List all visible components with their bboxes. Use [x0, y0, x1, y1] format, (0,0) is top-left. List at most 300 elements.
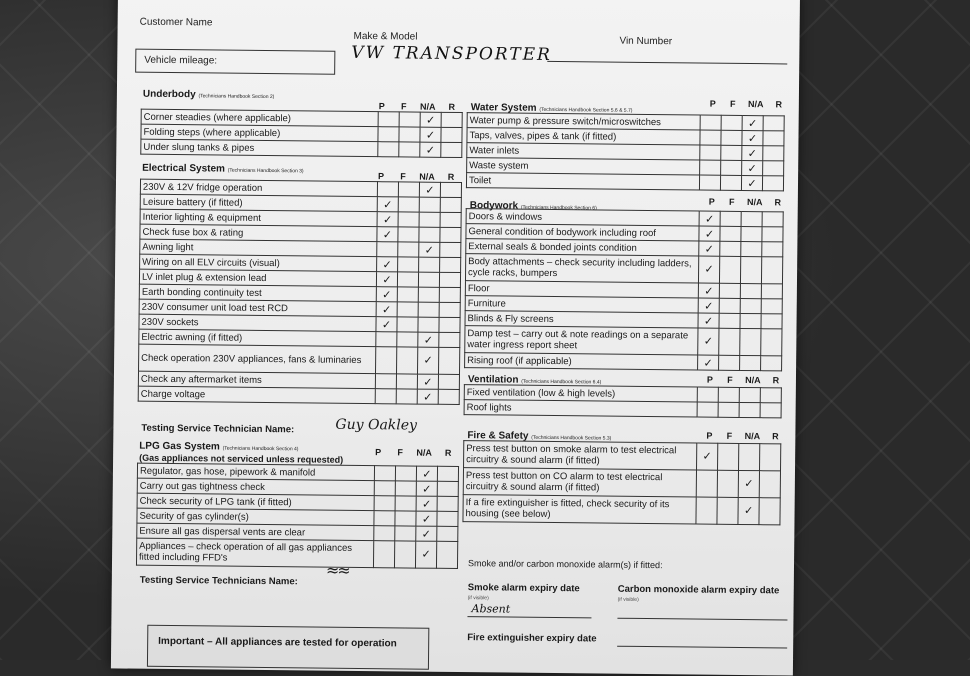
check-cell-f[interactable] [721, 160, 742, 175]
check-cell-p[interactable] [374, 511, 395, 526]
tick-mark-icon: ✓ [423, 334, 434, 347]
tick-mark-icon: ✓ [422, 483, 432, 496]
tick-mark-icon: ✓ [704, 213, 715, 226]
bodywork-row-label: External seals & bonded joints condition [466, 239, 699, 256]
check-cell-r[interactable] [760, 444, 781, 471]
check-cell-na[interactable] [739, 443, 760, 470]
check-cell-r[interactable] [438, 347, 459, 374]
check-cell-na[interactable] [416, 466, 437, 481]
mileage-label: Vehicle mileage: [144, 54, 218, 67]
check-cell-p[interactable] [699, 226, 720, 241]
co-expiry-sub: (if visible) [617, 596, 639, 603]
check-cell-f[interactable] [720, 226, 741, 241]
check-cell-f[interactable] [397, 272, 418, 287]
check-cell-f[interactable] [721, 130, 742, 145]
check-cell-r[interactable] [441, 142, 462, 157]
underbody-row-label: Under slung tanks & pipes [141, 139, 378, 156]
check-cell-na[interactable] [420, 142, 441, 157]
check-cell-p[interactable] [378, 127, 399, 142]
check-cell-p[interactable] [377, 182, 398, 197]
tick-mark-icon: ✓ [704, 228, 715, 241]
check-cell-r[interactable] [760, 388, 781, 403]
underbody-row-label: Folding steps (where applicable) [141, 124, 378, 141]
check-cell-r[interactable] [762, 242, 783, 257]
water-row [466, 173, 783, 191]
check-cell-r[interactable] [441, 112, 462, 127]
tick-mark-icon: ✓ [423, 376, 433, 389]
electrical-table [138, 179, 462, 405]
check-cell-p[interactable] [698, 283, 719, 298]
electrical-row-label: Awning light [140, 239, 377, 256]
check-cell-r[interactable] [439, 272, 460, 287]
electrical-row-label: Check operation 230V appliances, fans & luminaries [139, 344, 376, 373]
check-cell-f[interactable] [396, 389, 417, 404]
check-cell-r[interactable] [761, 314, 782, 329]
check-cell-na[interactable] [742, 160, 763, 175]
smoke-expiry-line [467, 616, 591, 618]
check-cell-f[interactable] [396, 374, 417, 389]
check-cell-r[interactable] [763, 116, 784, 131]
check-cell-r[interactable] [436, 541, 457, 568]
check-cell-f[interactable] [398, 212, 419, 227]
check-cell-r[interactable] [763, 131, 784, 146]
check-cell-f[interactable] [397, 332, 418, 347]
water-column-headers: P F N/A R [709, 98, 783, 110]
check-cell-r[interactable] [760, 403, 781, 418]
tick-mark-icon: ✓ [744, 477, 754, 490]
tick-mark-icon: ✓ [425, 184, 435, 197]
check-cell-p[interactable] [374, 526, 395, 541]
make-model-value: VW TRANSPORTER [351, 42, 552, 65]
fire-row-label: If a fire extinguisher is fitted, check security of its housing (see below) [463, 495, 696, 524]
check-cell-na[interactable] [419, 227, 440, 242]
co-expiry-label: Carbon monoxide alarm expiry date [617, 583, 780, 597]
electrical-row-label: 230V consumer unit load test RCD [139, 299, 376, 316]
fire-row [463, 495, 780, 525]
lpg-title: LPG Gas System (Technicians Handbook Section 4) [139, 440, 299, 453]
fire-row [463, 468, 780, 498]
bodywork-row-label: Damp test – carry out & note readings on a separate water ingress report sheet [465, 326, 698, 355]
check-cell-na[interactable] [417, 347, 438, 374]
vin-line [547, 61, 787, 65]
check-cell-r[interactable] [440, 182, 461, 197]
check-cell-f[interactable] [718, 443, 739, 470]
check-cell-f[interactable] [395, 466, 416, 481]
lpg-column-headers: P F N/A R [375, 447, 452, 458]
electrical-row [138, 386, 459, 404]
tick-mark-icon: ✓ [747, 162, 757, 175]
check-cell-na[interactable] [740, 328, 761, 355]
check-cell-p[interactable] [698, 313, 719, 328]
alarm-note: Smoke and/or carbon monoxide alarm(s) if fitted: [467, 558, 663, 571]
tick-mark-icon: ✓ [422, 468, 432, 481]
check-cell-p[interactable] [696, 497, 717, 524]
tick-mark-icon: ✓ [421, 513, 432, 526]
tick-mark-icon: ✓ [703, 315, 714, 328]
electrical-row [139, 344, 460, 374]
check-cell-na[interactable] [415, 541, 436, 568]
tick-mark-icon: ✓ [421, 548, 431, 561]
lpg-table [136, 463, 459, 569]
tick-mark-icon: ✓ [747, 147, 757, 160]
check-cell-p[interactable] [375, 347, 396, 374]
tick-mark-icon: ✓ [703, 335, 714, 348]
lpg-row-label: Appliances – check operation of all gas appliances fitted including FFD's [136, 538, 373, 567]
check-cell-r[interactable] [440, 257, 461, 272]
lpg-row-label: Check security of LPG tank (if fitted) [137, 493, 374, 510]
check-cell-p[interactable] [700, 160, 721, 175]
check-cell-p[interactable] [376, 332, 397, 347]
check-cell-na[interactable] [742, 130, 763, 145]
lpg-tech-signature-scribble: ≈≈ [325, 560, 349, 580]
check-cell-f[interactable] [398, 242, 419, 257]
check-cell-r[interactable] [440, 197, 461, 212]
check-cell-f[interactable] [719, 298, 740, 313]
ventilation-table [464, 384, 782, 418]
check-cell-f[interactable] [397, 302, 418, 317]
check-cell-na[interactable] [738, 497, 759, 524]
check-cell-p[interactable] [698, 355, 719, 370]
fire-extinguisher-expiry-label: Fire extinguisher expiry date [467, 632, 597, 645]
check-cell-p[interactable] [698, 328, 719, 355]
check-cell-r[interactable] [440, 227, 461, 242]
mileage-box [135, 49, 335, 75]
check-cell-r[interactable] [759, 471, 780, 498]
check-cell-na[interactable] [416, 481, 437, 496]
check-cell-p[interactable] [377, 257, 398, 272]
check-cell-na[interactable] [741, 211, 762, 226]
tick-mark-icon: ✓ [703, 357, 713, 370]
check-cell-na[interactable] [416, 526, 437, 541]
fire-extinguisher-expiry-line [617, 646, 787, 649]
check-cell-r[interactable] [761, 257, 782, 284]
check-cell-f[interactable] [397, 317, 418, 332]
check-cell-f[interactable] [399, 142, 420, 157]
check-cell-r[interactable] [439, 287, 460, 302]
ventilation-row-label: Roof lights [464, 400, 697, 417]
electrical-row-label: 230V & 12V fridge operation [140, 179, 377, 196]
check-cell-r[interactable] [763, 161, 784, 176]
underbody-row-label: Corner steadies (where applicable) [141, 109, 378, 126]
check-cell-na[interactable] [742, 115, 763, 130]
important-notice-box [147, 625, 429, 670]
fire-row-label: Press test button on CO alarm to test electrical circuitry & sound alarm (if fitted) [463, 468, 696, 497]
underbody-row [141, 139, 462, 157]
smoke-expiry-label: Smoke alarm expiry date [467, 582, 580, 595]
tick-mark-icon: ✓ [383, 198, 393, 211]
electrical-column-headers: P F N/A R [377, 171, 455, 182]
service-checklist-sheet [111, 0, 800, 676]
lpg-row-label: Ensure all gas dispersal vents are clear [137, 523, 374, 540]
check-cell-f[interactable] [721, 145, 742, 160]
check-cell-f[interactable] [395, 511, 416, 526]
underbody-title: Underbody (Technicians Handbook Section 2) [142, 88, 275, 101]
check-cell-na[interactable] [418, 332, 439, 347]
ventilation-row-label: Fixed ventilation (low & high levels) [464, 385, 697, 402]
underbody-table [140, 109, 462, 158]
electrical-row-label: Check fuse box & rating [140, 224, 377, 241]
tick-mark-icon: ✓ [425, 144, 436, 157]
tick-mark-icon: ✓ [424, 244, 434, 257]
check-cell-f[interactable] [398, 257, 419, 272]
check-cell-r[interactable] [437, 481, 458, 496]
check-cell-r[interactable] [761, 356, 782, 371]
check-cell-r[interactable] [437, 496, 458, 511]
check-cell-p[interactable] [374, 481, 395, 496]
check-cell-p[interactable] [374, 466, 395, 481]
check-cell-na[interactable] [741, 226, 762, 241]
electrical-tech-signature: Guy Oakley [335, 416, 418, 434]
make-model-label: Make & Model [353, 30, 418, 43]
check-cell-na[interactable] [420, 112, 441, 127]
check-cell-p[interactable] [374, 496, 395, 511]
tick-mark-icon: ✓ [704, 243, 714, 256]
tick-mark-icon: ✓ [382, 213, 393, 226]
underbody-column-headers: P F N/A R [378, 101, 456, 112]
check-cell-r[interactable] [438, 389, 459, 404]
check-cell-p[interactable] [697, 443, 718, 470]
important-notice-text: Important – All appliances are tested for operation [158, 635, 397, 650]
check-cell-r[interactable] [762, 176, 783, 191]
check-cell-r[interactable] [439, 317, 460, 332]
bodywork-row [465, 254, 782, 284]
check-cell-na[interactable] [417, 374, 438, 389]
bodywork-row-label: Blinds & Fly screens [465, 311, 698, 328]
bodywork-row-label: Furniture [465, 296, 698, 313]
lpg-row-label: Carry out gas tightness check [137, 478, 374, 495]
tick-mark-icon: ✓ [423, 391, 433, 404]
water-row-label: Toilet [466, 173, 699, 190]
check-cell-r[interactable] [439, 332, 460, 347]
customer-name-label: Customer Name [139, 16, 213, 29]
bodywork-title: Bodywork (Technicians Handbook Section 6) [469, 200, 597, 212]
check-cell-r[interactable] [759, 498, 780, 525]
check-cell-f[interactable] [717, 497, 738, 524]
lpg-row-label: Regulator, gas hose, pipework & manifold [137, 463, 374, 480]
electrical-row-label: LV inlet plug & extension lead [139, 269, 376, 286]
check-cell-na[interactable] [738, 470, 759, 497]
check-cell-p[interactable] [698, 298, 719, 313]
check-cell-f[interactable] [394, 541, 415, 568]
check-cell-p[interactable] [375, 374, 396, 389]
check-cell-r[interactable] [761, 284, 782, 299]
check-cell-f[interactable] [718, 387, 739, 402]
electrical-row-label: Electric awning (if fitted) [139, 329, 376, 346]
check-cell-f[interactable] [718, 402, 739, 417]
electrical-row-label: Check any aftermarket items [138, 371, 375, 388]
check-cell-na[interactable] [419, 257, 440, 272]
water-row-label: Taps, valves, pipes & tank (if fitted) [467, 128, 700, 145]
check-cell-f[interactable] [398, 182, 419, 197]
check-cell-f[interactable] [720, 211, 741, 226]
tick-mark-icon: ✓ [382, 228, 393, 241]
tick-mark-icon: ✓ [382, 288, 392, 301]
check-cell-p[interactable] [696, 470, 717, 497]
tick-mark-icon: ✓ [425, 129, 436, 142]
check-cell-f[interactable] [399, 112, 420, 127]
water-row-label: Waste system [467, 158, 700, 175]
check-cell-f[interactable] [720, 175, 741, 190]
check-cell-na[interactable] [420, 127, 441, 142]
check-cell-na[interactable] [419, 197, 440, 212]
check-cell-p[interactable] [698, 256, 719, 283]
water-table [466, 112, 785, 191]
fire-row-label: Press test button on smoke alarm to test electrical circuitry & sound alarm (if fitted) [464, 441, 697, 470]
bodywork-row-label: Doors & windows [466, 209, 699, 226]
tick-mark-icon: ✓ [382, 273, 392, 286]
check-cell-r[interactable] [440, 242, 461, 257]
ventilation-row [464, 400, 781, 418]
check-cell-p[interactable] [377, 227, 398, 242]
check-cell-na[interactable] [419, 182, 440, 197]
electrical-row-label: Leisure battery (if fitted) [140, 194, 377, 211]
lpg-tech-label: Testing Service Technicians Name: [139, 574, 298, 588]
bodywork-row [465, 326, 782, 356]
check-cell-na[interactable] [741, 175, 762, 190]
tick-mark-icon: ✓ [421, 498, 432, 511]
fire-table [462, 440, 781, 525]
electrical-row-label: 230V sockets [139, 314, 376, 331]
check-cell-p[interactable] [378, 142, 399, 157]
bodywork-row-label: General condition of bodywork including roof [466, 224, 699, 241]
tick-mark-icon: ✓ [704, 300, 714, 313]
fire-column-headers: P F N/A R [706, 430, 779, 442]
electrical-row-label: Wiring on all ELV circuits (visual) [140, 254, 377, 271]
tick-mark-icon: ✓ [425, 114, 436, 127]
check-cell-na[interactable] [417, 389, 438, 404]
check-cell-r[interactable] [440, 212, 461, 227]
check-cell-f[interactable] [395, 526, 416, 541]
check-cell-f[interactable] [399, 127, 420, 142]
check-cell-na[interactable] [742, 145, 763, 160]
bodywork-row-label: Body attachments – check security including ladders, cycle racks, bumpers [465, 254, 698, 283]
bodywork-table [464, 208, 784, 371]
check-cell-r[interactable] [438, 374, 459, 389]
check-cell-p[interactable] [697, 402, 718, 417]
check-cell-f[interactable] [719, 355, 740, 370]
check-cell-f[interactable] [395, 481, 416, 496]
tick-mark-icon: ✓ [704, 263, 714, 276]
check-cell-r[interactable] [762, 212, 783, 227]
check-cell-na[interactable] [418, 287, 439, 302]
check-cell-p[interactable] [377, 242, 398, 257]
check-cell-p[interactable] [697, 387, 718, 402]
check-cell-na[interactable] [741, 241, 762, 256]
electrical-title: Electrical System (Technicians Handbook Section 3) [142, 162, 304, 175]
vin-label: Vin Number [619, 35, 673, 48]
bodywork-row-label: Floor [465, 281, 698, 298]
bodywork-row-label: Rising roof (if applicable) [465, 353, 698, 370]
check-cell-p[interactable] [376, 317, 397, 332]
co-expiry-line [617, 618, 787, 621]
check-cell-r[interactable] [761, 329, 782, 356]
check-cell-f[interactable] [719, 256, 740, 283]
check-cell-na[interactable] [419, 242, 440, 257]
check-cell-r[interactable] [761, 299, 782, 314]
check-cell-p[interactable] [377, 197, 398, 212]
smoke-expiry-value: Absent [471, 602, 511, 616]
tick-mark-icon: ✓ [702, 450, 712, 463]
tick-mark-icon: ✓ [747, 117, 758, 130]
check-cell-r[interactable] [441, 127, 462, 142]
smoke-expiry-sub: (if visible) [467, 595, 489, 602]
check-cell-r[interactable] [437, 511, 458, 526]
check-cell-f[interactable] [720, 241, 741, 256]
check-cell-na[interactable] [740, 298, 761, 313]
check-cell-na[interactable] [740, 313, 761, 328]
tick-mark-icon: ✓ [382, 258, 392, 271]
water-row-label: Water pump & pressure switch/microswitches [467, 113, 700, 130]
check-cell-na[interactable] [739, 387, 760, 402]
check-cell-r[interactable] [762, 227, 783, 242]
check-cell-na[interactable] [418, 317, 439, 332]
tick-mark-icon: ✓ [747, 132, 758, 145]
check-cell-f[interactable] [721, 115, 742, 130]
electrical-row-label: Earth bonding continuity test [139, 284, 376, 301]
check-cell-p[interactable] [376, 287, 397, 302]
check-cell-na[interactable] [739, 402, 760, 417]
tick-mark-icon: ✓ [747, 177, 757, 190]
water-title: Water System (Technicians Handbook Section 5.6 & 5.7) [470, 102, 633, 114]
check-cell-p[interactable] [699, 175, 720, 190]
check-cell-f[interactable] [396, 347, 417, 374]
tick-mark-icon: ✓ [381, 318, 392, 331]
check-cell-na[interactable] [740, 355, 761, 370]
fire-row [464, 441, 781, 471]
check-cell-f[interactable] [398, 197, 419, 212]
check-cell-f[interactable] [719, 313, 740, 328]
check-cell-f[interactable] [397, 287, 418, 302]
tick-mark-icon: ✓ [421, 528, 431, 541]
check-cell-f[interactable] [719, 283, 740, 298]
check-cell-r[interactable] [763, 146, 784, 161]
check-cell-r[interactable] [437, 466, 458, 481]
check-cell-f[interactable] [398, 227, 419, 242]
check-cell-na[interactable] [418, 272, 439, 287]
tick-mark-icon: ✓ [381, 303, 392, 316]
check-cell-p[interactable] [377, 212, 398, 227]
check-cell-na[interactable] [740, 283, 761, 298]
check-cell-p[interactable] [373, 541, 394, 568]
check-cell-p[interactable] [376, 302, 397, 317]
check-cell-p[interactable] [700, 115, 721, 130]
check-cell-r[interactable] [439, 302, 460, 317]
lpg-row-label: Security of gas cylinder(s) [137, 508, 374, 525]
check-cell-p[interactable] [375, 389, 396, 404]
check-cell-p[interactable] [376, 272, 397, 287]
check-cell-r[interactable] [437, 526, 458, 541]
electrical-row-label: Interior lighting & equipment [140, 209, 377, 226]
fire-title: Fire & Safety (Technicians Handbook Section 5.3) [467, 430, 612, 442]
ventilation-title: Ventilation (Technicians Handbook Section 6.4) [467, 374, 602, 386]
check-cell-f[interactable] [717, 470, 738, 497]
check-cell-f[interactable] [719, 328, 740, 355]
bodywork-row [465, 353, 782, 371]
check-cell-p[interactable] [700, 145, 721, 160]
tick-mark-icon: ✓ [704, 285, 714, 298]
electrical-tech-label: Testing Service Technician Name: [141, 422, 295, 436]
check-cell-p[interactable] [378, 112, 399, 127]
check-cell-p[interactable] [699, 241, 720, 256]
check-cell-na[interactable] [416, 496, 437, 511]
check-cell-na[interactable] [740, 256, 761, 283]
check-cell-na[interactable] [416, 511, 437, 526]
check-cell-na[interactable] [419, 212, 440, 227]
check-cell-f[interactable] [395, 496, 416, 511]
check-cell-na[interactable] [418, 302, 439, 317]
check-cell-p[interactable] [699, 211, 720, 226]
check-cell-p[interactable] [700, 130, 721, 145]
